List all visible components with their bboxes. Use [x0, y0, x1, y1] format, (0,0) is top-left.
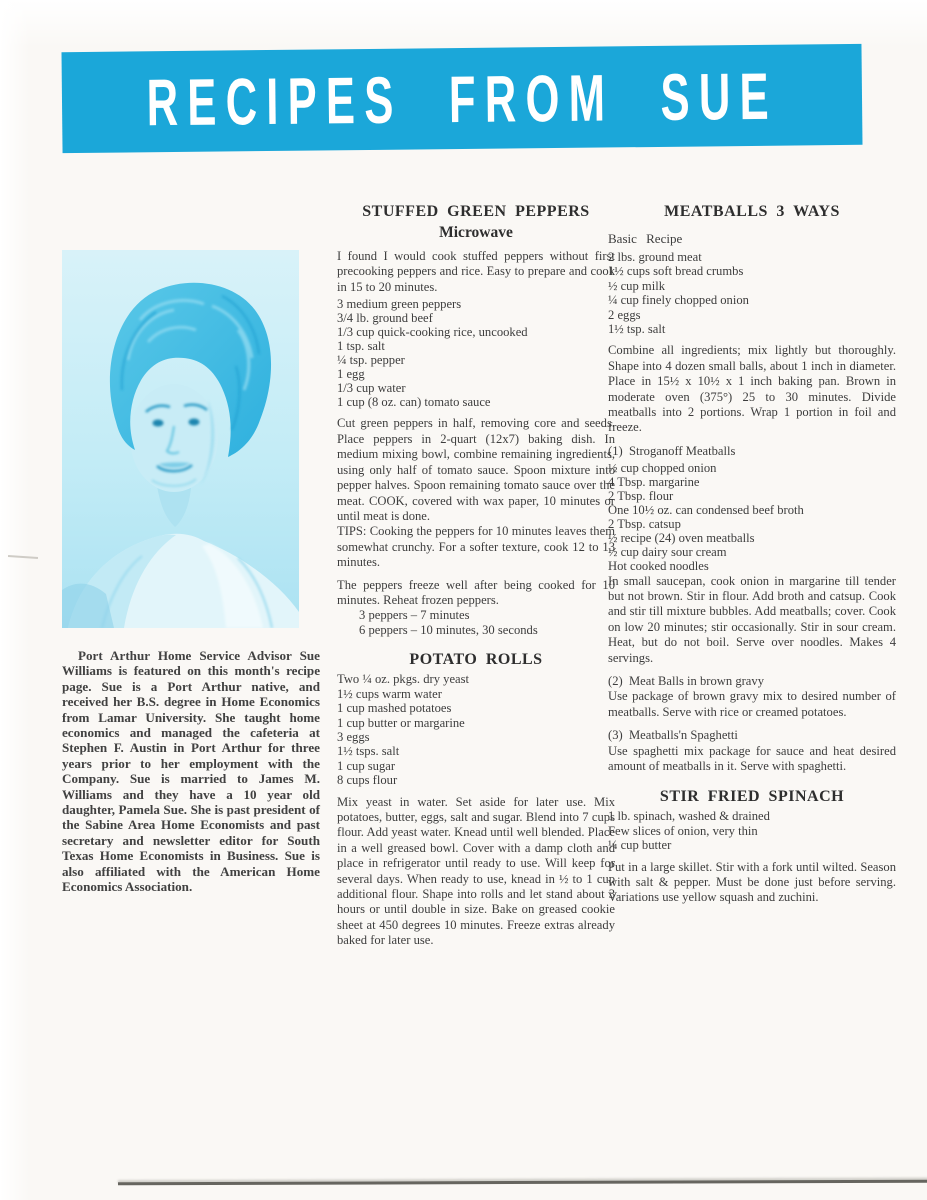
recipe-title-stuffed-green-peppers: STUFFED GREEN PEPPERS — [362, 203, 590, 220]
recipe-directions: Combine all ingredients; mix lightly but thoroughly. Shape into 4 dozen small balls, about 1 inch in diameter. Place in 15½ x 10½ x 1 inch baking pan. Brown in moderate oven (375°) 25 to 30 minutes. Divide meatballs into 2 portions. Wrap 1 portion in foil and freeze. — [608, 343, 896, 435]
recipe-directions: Put in a large skillet. Stir with a fork until wilted. Season with salt & pepper. Must be done just before serving. Variations use yellow squash and zuchini. — [608, 859, 896, 905]
right-column — [608, 203, 896, 906]
ingredient-line: 3 peppers – 7 minutes — [359, 608, 470, 623]
ingredient-line: ½ cup dairy sour cream — [608, 544, 727, 559]
recipe-title-meatballs-3-ways: MEATBALLS 3 WAYS — [664, 203, 840, 220]
ingredient-line: 6 peppers – 10 minutes, 30 seconds — [359, 622, 538, 637]
ingredient-line: 1½ cups soft bread crumbs — [608, 264, 744, 279]
ingredient-line: One 10½ oz. can condensed beef broth — [608, 503, 804, 517]
scan-edge-left — [0, 0, 30, 1200]
recipe-tips: TIPS: Cooking the peppers for 10 minutes leaves them somewhat crunchy. For a softer texture, cook 12 to 13 minutes. — [337, 524, 615, 570]
ingredient-line: 1½ tsp. salt — [608, 322, 666, 337]
ingredient-line: 1 cup (8 oz. can) tomato sauce — [337, 394, 491, 409]
ingredient-line: ½ recipe (24) oven meatballs — [608, 530, 755, 545]
ingredient-line: 2 eggs — [608, 307, 641, 322]
freeze-times-list — [337, 608, 615, 637]
ingredient-line: 1½ cups warm water — [337, 686, 442, 701]
recipe-title-stir-fried-spinach: STIR FRIED SPINACH — [659, 788, 845, 806]
recipe-subtitle-microwave: Microwave — [439, 224, 513, 241]
ingredient-list — [608, 462, 896, 573]
ingredient-list — [337, 298, 615, 409]
ingredient-line: 1/3 cup quick-cooking rice, uncooked — [337, 325, 528, 340]
ingredient-list — [337, 672, 615, 787]
ingredient-line: 4 Tbsp. margarine — [608, 475, 700, 490]
variation-title: (1) Stroganoff Meatballs — [608, 443, 736, 458]
ingredient-line: 1 cup mashed potatoes — [337, 701, 452, 716]
ingredient-line: ¼ cup butter — [608, 838, 672, 853]
ingredient-line: ½ cup chopped onion — [608, 461, 717, 476]
recipe-directions: Mix yeast in water. Set aside for later use. Mix potatoes, butter, eggs, salt and sugar. Blend into 7 cups flour. Add yeast water. Knead until well blended. Place in a well greased bowl. Cover with a damp cloth and place in refrigerator until ready to use. Will keep for several days. When ready to use, knead in ½ to 1 cup additional flour. Shape into rolls and let stand about 3 hours or until double in size. Bake on greased cookie sheet at 450 degrees 10 minutes. Freeze extras already baked for later use. — [337, 794, 615, 948]
ingredient-line: 3 eggs — [337, 729, 370, 744]
variation-directions: In small saucepan, cook onion in margarine till tender but not brown. Stir in flour. Add broth and catsup. Cook and stir till mixture bubbles. Add meatballs; cover. Cook on low 20 minutes; stir occasionally. Stir in sour cream. Heat, but do not boil. Serve over noodles. Makes 4 servings. — [608, 573, 896, 665]
ingredient-line: 1 egg — [337, 366, 365, 381]
recipe-meatballs-3-ways — [608, 203, 896, 774]
ingredient-line: ½ cup milk — [608, 278, 666, 293]
variation-directions: Use spaghetti mix package for sauce and heat desired amount of meatballs in it. Serve with spaghetti. — [608, 743, 896, 773]
ingredient-line: 1½ tsps. salt — [337, 744, 400, 759]
recipe-directions: Cut green peppers in half, removing core and seeds. Place peppers in 2-quart (12x7) baking dish. In medium mixing bowl, combine remaining ingredients, using only half of tomato sauce. Spoon mixture into pepper halves. Spoon remaining tomato sauce over the meat. COOK, covered with wax paper, 10 minutes or until meat is done. — [337, 416, 615, 523]
ingredient-line: 3 medium green peppers — [337, 297, 462, 312]
ingredient-line: 1 tsp. salt — [337, 338, 385, 353]
ingredient-line: 1/3 cup water — [337, 380, 406, 395]
bio-paragraph: Port Arthur Home Service Advisor Sue Williams is featured on this month's recipe page. Sue is a Port Arthur native, and received her B.S. degree in Home Economics from Lamar University. She taught home economics and managed the cafeteria at Stephen F. Austin in Port Arthur for three years prior to her employment with the Company. Sue is married to James M. Williams and they have a 10 year old daughter, Pamela Sue. She is past president of the Sabine Area Home Economists and past secretary and newsletter editor for South Texas Home Economists in Business. Sue is also affiliated with the American Home Economics Association. — [62, 648, 320, 895]
ingredient-line: 2 Tbsp. flour — [608, 489, 674, 504]
recipe-potato-rolls — [337, 651, 615, 948]
ingredient-line: Few slices of onion, very thin — [608, 823, 758, 838]
banner — [61, 44, 862, 153]
ingredient-line: 1 cup butter or margarine — [337, 715, 465, 730]
ingredient-line: ¼ tsp. pepper — [337, 352, 405, 367]
ingredient-line: Hot cooked noodles — [608, 558, 709, 573]
variation-meatballs-brown-gravy — [608, 674, 896, 720]
ingredient-line: 3/4 lb. ground beef — [337, 311, 433, 326]
ingredient-line: 2 Tbsp. catsup — [608, 516, 681, 531]
ingredient-list — [608, 250, 896, 336]
variation-title: (2) Meat Balls in brown gravy — [608, 673, 764, 688]
recipe-stuffed-green-peppers — [337, 203, 615, 637]
variation-title: (3) Meatballs'n Spaghetti — [608, 728, 738, 743]
ingredient-line: 2 lbs. ground meat — [608, 250, 702, 264]
scan-edge-bottom — [118, 1180, 927, 1186]
variation-meatballs-n-spaghetti — [608, 728, 896, 774]
ingredient-line: 1 cup sugar — [337, 758, 396, 773]
ingredient-line: Two ¼ oz. pkgs. dry yeast — [337, 672, 470, 687]
recipe-stir-fried-spinach — [608, 788, 896, 905]
ingredient-line: ¼ cup finely chopped onion — [608, 293, 749, 308]
scan-edge-top — [0, 0, 927, 48]
variation-stroganoff-meatballs — [608, 444, 896, 666]
ingredient-list — [608, 809, 896, 852]
freeze-note: The peppers freeze well after being cooked for 10 minutes. Reheat frozen peppers. — [337, 577, 615, 607]
left-column — [62, 250, 320, 895]
page-title: RECIPES FROM SUE — [146, 58, 778, 139]
middle-column — [337, 203, 615, 949]
recipe-title-potato-rolls: POTATO ROLLS — [409, 651, 543, 669]
recipe-intro: I found I would cook stuffed peppers without first precooking peppers and rice. Easy to prepare and cook in 15 to 20 minutes. — [337, 249, 615, 294]
recipe-subheading-basic-recipe: Basic Recipe — [608, 231, 683, 246]
sue-portrait-photo — [62, 250, 299, 628]
variation-directions: Use package of brown gravy mix to desired number of meatballs. Serve with rice or creamed potatoes. — [608, 689, 896, 719]
ingredient-line: 1 lb. spinach, washed & drained — [608, 809, 770, 824]
ingredient-line: 8 cups flour — [337, 773, 398, 788]
